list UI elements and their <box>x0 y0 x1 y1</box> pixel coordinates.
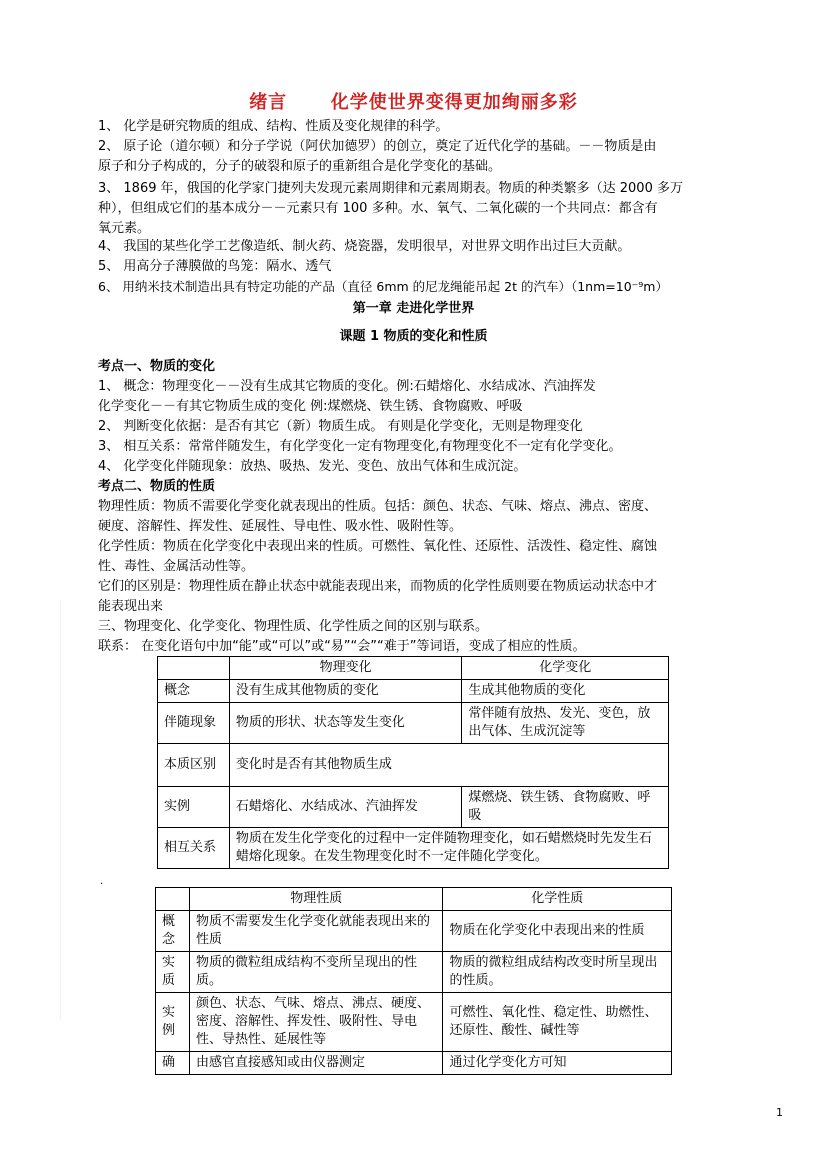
row-label: 实质 <box>156 952 190 993</box>
table-header-cell: 物理性质 <box>189 888 442 911</box>
table-row <box>158 744 669 787</box>
row-label: 相互关系 <box>158 828 230 869</box>
body-line: 物理性质：物质不需要化学变化就表现出的性质。包括：颜色、状态、气味、熔点、沸点、密度、 <box>98 499 658 514</box>
table-row <box>156 952 672 993</box>
row-label: 概念 <box>158 680 230 703</box>
table-cell: 颜色、状态、气味、熔点、沸点、硬度、密度、溶解性、挥发性、吸附性、导电性、导热性、延展性等 <box>189 993 442 1052</box>
change-comparison-table <box>157 656 669 869</box>
intro-line-1: 1、 化学是研究物质的组成、结构、性质及变化规律的科学。 <box>98 119 449 134</box>
table-cell: 由感官直接感知或由仪器测定 <box>189 1052 442 1075</box>
table-cell: 通过化学变化方可知 <box>443 1052 672 1075</box>
row-label: 实例 <box>156 993 190 1052</box>
margin-line <box>60 600 61 1020</box>
intro-line-9: 6、 用纳米技术制造出具有特定功能的产品（直径 6mm 的尼龙绳能吊起 2t 的汽车）（1nm=10⁻⁹m） <box>98 279 668 294</box>
row-label: 确 <box>156 1052 190 1075</box>
table-cell: 石蜡熔化、水结成冰、汽油挥发 <box>229 787 462 828</box>
row-label: 伴随现象 <box>158 703 230 744</box>
row-label: 实例 <box>158 787 230 828</box>
table-cell: 变化时是否有其他物质生成 <box>229 744 668 787</box>
body-line: 1、 概念：物理变化－－没有生成其它物质的变化。例:石蜡熔化、水结成冰、汽油挥发 <box>98 379 596 394</box>
table-row <box>156 1052 672 1075</box>
row-label: 本质区别 <box>158 744 230 787</box>
table-row <box>156 911 672 952</box>
section-heading-1: 考点一、物质的变化 <box>98 359 216 374</box>
page-number: 1 <box>776 1106 783 1119</box>
intro-line-5: 种），但组成它们的基本成分－－元素只有 100 多种。水、氧气、二氧化碳的一个共同点：都含有 <box>98 201 658 216</box>
body-line: 性、毒性、金属活动性等。 <box>98 559 255 574</box>
intro-line-4: 3、 1869 年，俄国的化学家门捷列夫发现元素周期律和元素周期表。物质的种类繁多（达 2000 多万 <box>98 181 683 196</box>
table-row <box>158 703 669 744</box>
body-line: 它们的区别是：物理性质在静止状态中就能表现出来，而物质的化学性质则要在物质运动状态中才 <box>98 579 658 594</box>
table-cell: 常伴随有放热、发光、变色，放出气体、生成沉淀等 <box>462 703 669 744</box>
table-header-row <box>156 888 672 911</box>
table-cell: 可燃性、氧化性、稳定性、助燃性、还原性、酸性、碱性等 <box>443 993 672 1052</box>
body-line: 3、 相互关系：常常伴随发生，有化学变化一定有物理变化,有物理变化不一定有化学变化。 <box>98 439 622 454</box>
body-line: 联系： 在变化语句中加“能”或“可以”或“易”“会”“难于”等词语，变成了相应的性质。 <box>98 639 586 654</box>
table-cell: 没有生成其他物质的变化 <box>229 680 462 703</box>
body-line: 4、 化学变化伴随现象：放热、吸热、发光、变色、放出气体和生成沉淀。 <box>98 459 527 474</box>
intro-line-3: 原子和分子构成的，分子的破裂和原子的重新组合是化学变化的基础。 <box>98 159 502 174</box>
table-header-cell: 化学性质 <box>443 888 672 911</box>
table-cell: 物质的形状、状态等发生变化 <box>229 703 462 744</box>
lesson-heading: 课题 1 物质的变化和性质 <box>339 329 488 344</box>
body-line: 能表现出来 <box>98 599 164 614</box>
section-heading-2: 考点二、物质的性质 <box>98 479 216 494</box>
body-line: 硬度、溶解性、挥发性、延展性、导电性、吸水性、吸附性等。 <box>98 519 463 534</box>
table-cell: 物质的微粒组成结构改变时所呈现出的性质。 <box>443 952 672 993</box>
property-comparison-table <box>155 887 672 1075</box>
body-line: 化学变化－－有其它物质生成的变化 例:煤燃烧、铁生锈、食物腐败、呼吸 <box>98 399 523 414</box>
body-line: 三、物理变化、化学变化、物理性质、化学性质之间的区别与联系。 <box>98 619 489 634</box>
table-cell: 物质的微粒组成结构不变所呈现出的性质。 <box>189 952 442 993</box>
table-cell: 物质在化学变化中表现出来的性质 <box>443 911 672 952</box>
chapter-heading: 第一章 走进化学世界 <box>352 301 475 316</box>
intro-line-2: 2、 原子论（道尔顿）和分子学说（阿伏加德罗）的创立，奠定了近代化学的基础。－－物质是由 <box>98 139 657 154</box>
body-line: 化学性质：物质在化学变化中表现出来的性质。可燃性、氧化性、还原性、活泼性、稳定性、腐蚀 <box>98 539 658 554</box>
table-cell: 物质不需要发生化学变化就能表现出来的性质 <box>189 911 442 952</box>
intro-line-6: 氧元素。 <box>98 221 151 236</box>
table-row <box>158 787 669 828</box>
table-header-cell: 物理变化 <box>229 657 462 680</box>
intro-line-7: 4、 我国的某些化学工艺像造纸、制火药、烧瓷器，发明很早，对世界文明作出过巨大贡献。 <box>98 239 631 254</box>
table-header-cell <box>156 888 190 911</box>
body-line: 2、 判断变化依据：是否有其它（新）物质生成。 有则是化学变化，无则是物理变化 <box>98 419 583 434</box>
intro-line-8: 5、 用高分子薄膜做的鸟笼：隔水、透气 <box>98 259 332 274</box>
table-row <box>158 828 669 869</box>
row-label: 概念 <box>156 911 190 952</box>
table-header-row <box>158 657 669 680</box>
table-header-cell: 化学变化 <box>462 657 669 680</box>
table-cell: 物质在发生化学变化的过程中一定伴随物理变化，如石蜡燃烧时先发生石蜡熔化现象。在发生物理变化时不一定伴随化学变化。 <box>229 828 668 869</box>
stray-dot: . <box>100 876 104 887</box>
table-row <box>156 993 672 1052</box>
table-cell: 煤燃烧、铁生锈、食物腐败、呼吸 <box>462 787 669 828</box>
page-title: 绪言 化学使世界变得更加绚丽多彩 <box>249 92 578 113</box>
table-cell: 生成其他物质的变化 <box>462 680 669 703</box>
table-header-cell <box>158 657 230 680</box>
table-row <box>158 680 669 703</box>
